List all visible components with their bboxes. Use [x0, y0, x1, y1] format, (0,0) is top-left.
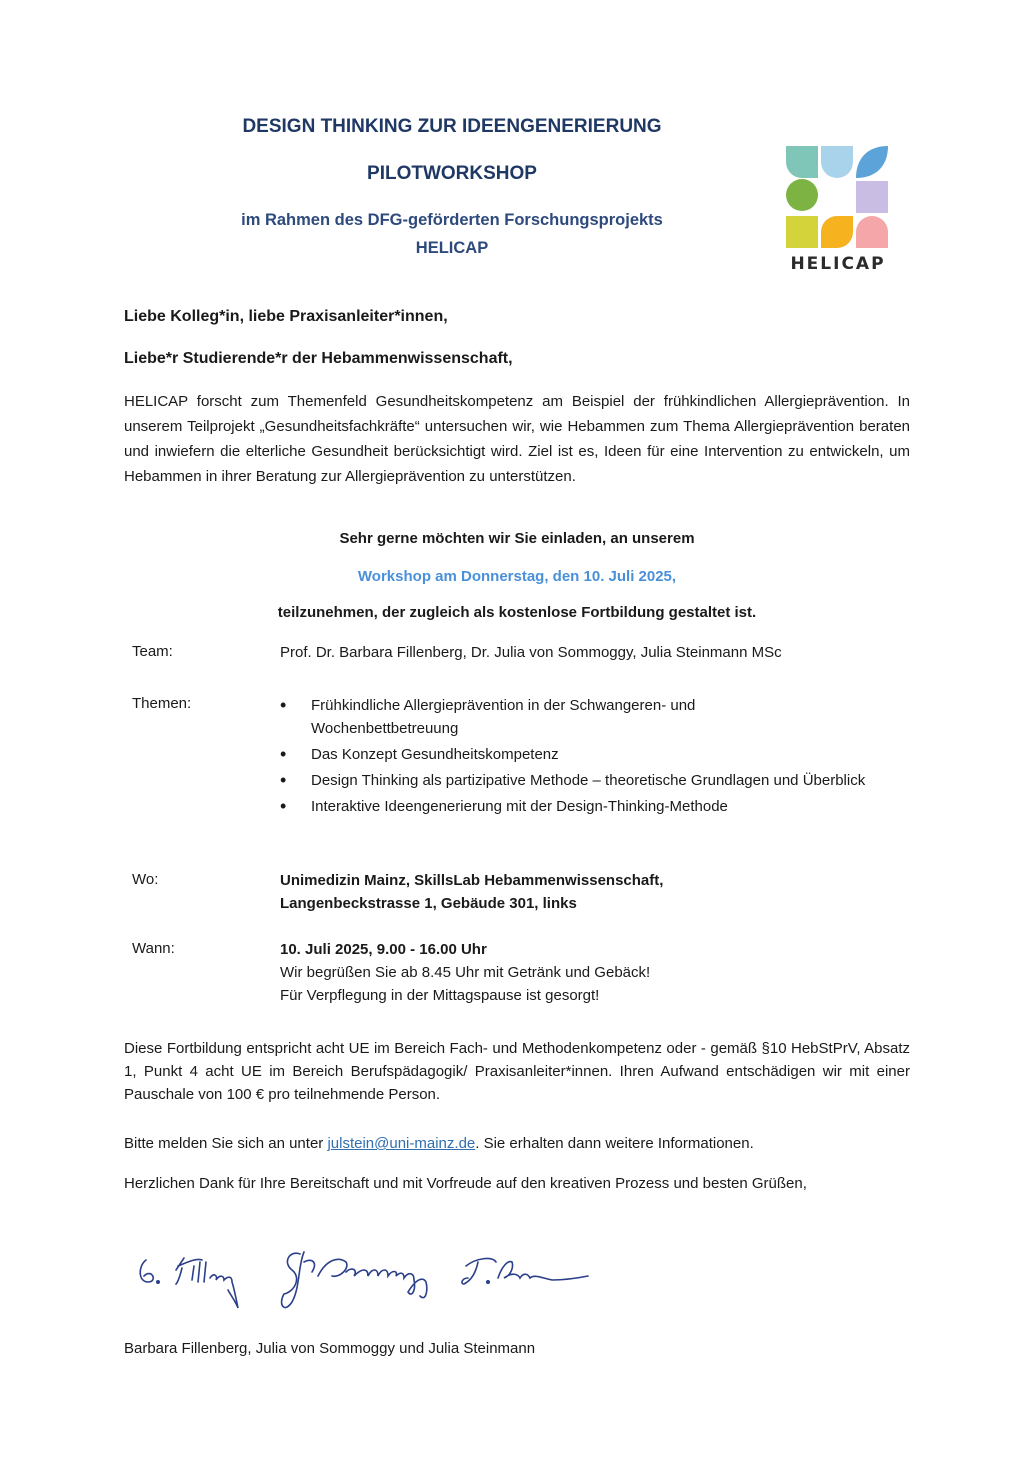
signature-names: Barbara Fillenberg, Julia von Sommoggy und Julia Steinmann — [124, 1340, 536, 1357]
registration-line — [124, 1131, 910, 1156]
logo-tile-pink — [856, 216, 888, 248]
location-line2: Langenbeckstrasse 1, Gebäude 301, links — [280, 895, 577, 912]
signatures — [132, 1232, 592, 1316]
location — [280, 869, 663, 915]
registration-text-before: Bitte melden Sie sich an unter — [124, 1135, 328, 1152]
team-label: Team: — [132, 643, 173, 660]
document-title: DESIGN THINKING ZUR IDEENGENERIERUNG — [242, 116, 662, 137]
list-item: • Interaktive Ideengenerierung mit der Design-Thinking-Methode — [280, 795, 900, 818]
project-name: HELICAP — [415, 239, 489, 257]
list-item: • Frühkindliche Allergieprävention in der Schwangeren- und Wochenbettbetreuung — [280, 694, 791, 740]
closing-paragraph: Herzlichen Dank für Ihre Bereitschaft und mit Vorfreude auf den kreativen Prozess und besten Grüßen, — [124, 1175, 807, 1192]
project-context — [120, 206, 784, 262]
logo-tile-lightblue — [821, 146, 853, 178]
registration-text-after: . Sie erhalten dann weitere Informationen. — [475, 1135, 754, 1152]
logo-tile-orange — [821, 216, 853, 248]
welcome-note: Wir begrüßen Sie ab 8.45 Uhr mit Getränk und Gebäck! — [280, 964, 651, 981]
catering-note: Für Verpflegung in der Mittagspause ist gesorgt! — [280, 987, 600, 1004]
invitation-line3: teilzunehmen, der zugleich als kostenlose Fortbildung gestaltet ist. — [277, 604, 757, 621]
themen-label: Themen: — [132, 695, 192, 712]
themen-list — [280, 694, 900, 821]
logo-tile-lavender — [856, 181, 888, 213]
time-details — [280, 938, 650, 1007]
email-link[interactable]: julstein@uni-mainz.de — [327, 1135, 476, 1152]
logo-tile-yellowgreen — [786, 216, 818, 248]
project-context-line1: im Rahmen des DFG-geförderten Forschungsprojekts — [241, 211, 663, 229]
wann-label: Wann: — [132, 940, 175, 957]
document-subtitle-pilot: PILOTWORKSHOP — [367, 163, 537, 184]
list-item: • Design Thinking als partizipative Methode – theoretische Grundlagen und Überblick — [280, 769, 881, 792]
logo-tile-teal — [786, 146, 818, 178]
event-time: 10. Juli 2025, 9.00 - 16.00 Uhr — [280, 941, 487, 958]
handwritten-signatures — [132, 1232, 592, 1316]
helicap-logo-graphic — [784, 144, 892, 272]
wo-label: Wo: — [132, 871, 159, 888]
list-item: • Das Konzept Gesundheitskompetenz — [280, 743, 900, 766]
fortbildung-paragraph: Diese Fortbildung entspricht acht UE im Bereich Fach- und Methodenkompetenz oder - gemäß §10 HebStPrV, Absatz 1, Punkt 4 acht UE im Bereich Berufspädagogik/ Praxisanleiter*innen. Ihren Aufwand entschädigen wir mit einer Pauschale von 100 € pro teilnehmende Person. — [124, 1040, 910, 1103]
helicap-logo — [784, 144, 892, 272]
logo-tile-leaf — [856, 146, 888, 178]
logo-text: HELICAP — [790, 254, 886, 272]
team-value: Prof. Dr. Barbara Fillenberg, Dr. Julia von Sommoggy, Julia Steinmann MSc — [280, 644, 782, 661]
greeting-line2: Liebe*r Studierende*r der Hebammenwissenschaft, — [124, 350, 513, 367]
logo-tile-green-circle — [786, 179, 818, 211]
invitation-line1: Sehr gerne möchten wir Sie einladen, an unserem — [339, 530, 695, 547]
workshop-date-highlight: Workshop am Donnerstag, den 10. Juli 2025, — [357, 568, 677, 585]
location-line1: Unimedizin Mainz, SkillsLab Hebammenwissenschaft, — [280, 872, 664, 889]
greeting-line1: Liebe Kolleg*in, liebe Praxisanleiter*innen, — [124, 308, 448, 325]
intro-paragraph: HELICAP forscht zum Themenfeld Gesundheitskompetenz am Beispiel der frühkindlichen Allergieprävention. In unserem Teilprojekt „Gesundheitsfachkräfte“ untersuchen wir, wie Hebammen zum Thema Allergieprävention beraten und inwiefern die elterliche Gesundheit berücksichtigt wird. Ziel ist es, Ideen für eine Intervention zu entwickeln, um Hebammen in ihrer Beratung zur Allergieprävention zu unterstützen. — [124, 393, 910, 485]
